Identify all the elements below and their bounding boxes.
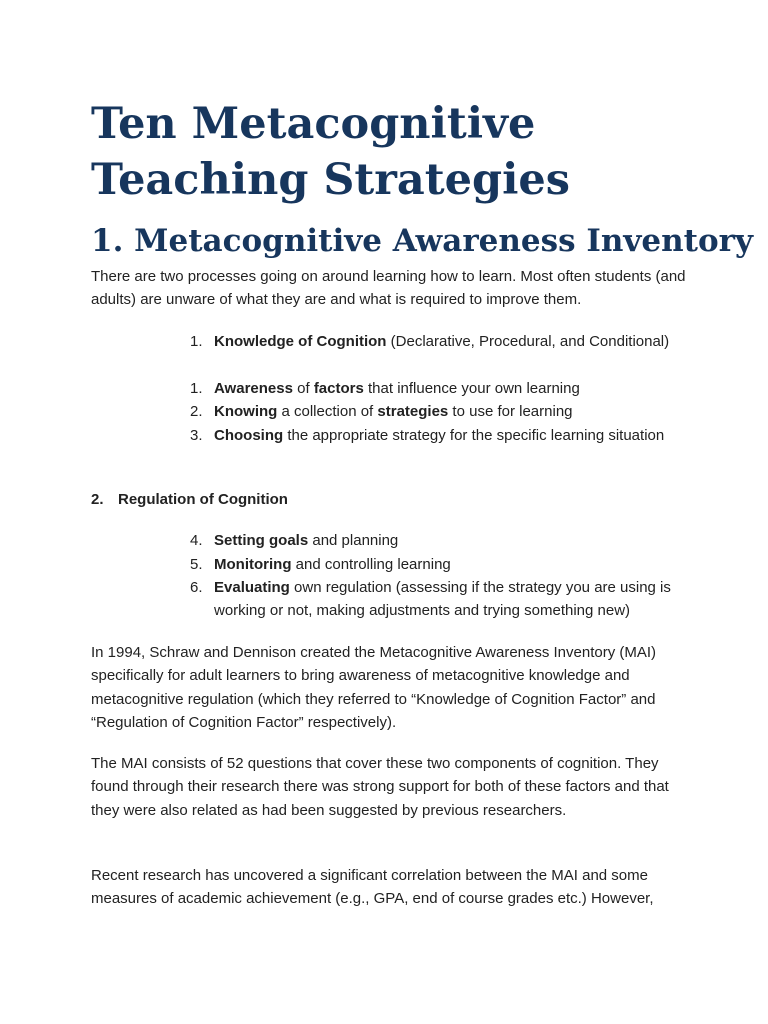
list-item-bold: Awareness <box>214 380 293 397</box>
list-number: 5. <box>190 556 203 573</box>
list-item-bold: Knowing <box>214 403 278 420</box>
list-item-text: and planning <box>308 532 399 549</box>
list-item-text: and controlling learning <box>291 556 451 573</box>
list-item-text: a collection of <box>277 403 378 420</box>
list-item-bold: Setting goals <box>214 532 309 549</box>
list-item-text: the appropriate strategy for the specific learning situation <box>283 427 665 444</box>
list-item-text: of <box>292 380 314 397</box>
sub-section-label: Regulation of Cognition <box>118 491 288 508</box>
list-item-bold: factors <box>313 380 364 397</box>
list-number: 6. <box>190 579 203 596</box>
list-item <box>190 400 690 423</box>
list-item <box>190 424 690 447</box>
list-item <box>190 576 690 623</box>
sub-section-heading <box>91 488 288 511</box>
list-item <box>190 377 690 400</box>
paragraph-mai: The MAI consists of 52 questions that cover these two components of cognition. They found through their research there was strong support for both of these factors and that they were also related as had been suggested by previous researchers. <box>91 755 669 819</box>
list-item-text: (Declarative, Procedural, and Conditional) <box>386 333 670 350</box>
list-item-bold: Monitoring <box>214 556 292 573</box>
list-number: 3. <box>190 427 203 444</box>
list-item-bold: strategies <box>377 403 449 420</box>
list-item-bold: Choosing <box>214 427 284 444</box>
list-number: 1. <box>190 380 203 397</box>
list-item-bold: Evaluating <box>214 579 290 596</box>
paragraph-recent-research: Recent research has uncovered a significant correlation between the MAI and some measures of academic achievement (e.g., GPA, end of course grades etc.) However, <box>91 867 654 908</box>
list-item-text: to use for learning <box>448 403 573 420</box>
section-heading: 1. Metacognitive Awareness Inventory <box>91 223 754 259</box>
list-item-text: own regulation (assessing if the strategy you are using is working or not, making adjustments and trying something new) <box>214 579 671 620</box>
list-item <box>190 553 690 576</box>
list-number: 2. <box>190 403 203 420</box>
paragraph-1994: In 1994, Schraw and Dennison created the Metacognitive Awareness Inventory (MAI) specifically for adult learners to bring awareness of metacognitive knowledge and metacognitive regulation (which they referred to “Knowledge of Cognition Factor” and “Regulation of Cognition Factor” respectively). <box>91 644 657 731</box>
list-number: 4. <box>190 532 203 549</box>
page-title: Ten Metacognitive Teaching Strategies <box>91 99 570 205</box>
list-item-text: that influence your own learning <box>363 380 580 397</box>
list-item <box>190 330 690 353</box>
list-number: 1. <box>190 333 203 350</box>
list-item-bold: Knowledge of Cognition <box>214 333 387 350</box>
intro-paragraph: There are two processes going on around learning how to learn. Most often students (and adults) are unware of what they are and what is required to improve them. <box>91 268 686 309</box>
sub-section-number: 2. <box>91 491 104 508</box>
list-item <box>190 529 690 552</box>
